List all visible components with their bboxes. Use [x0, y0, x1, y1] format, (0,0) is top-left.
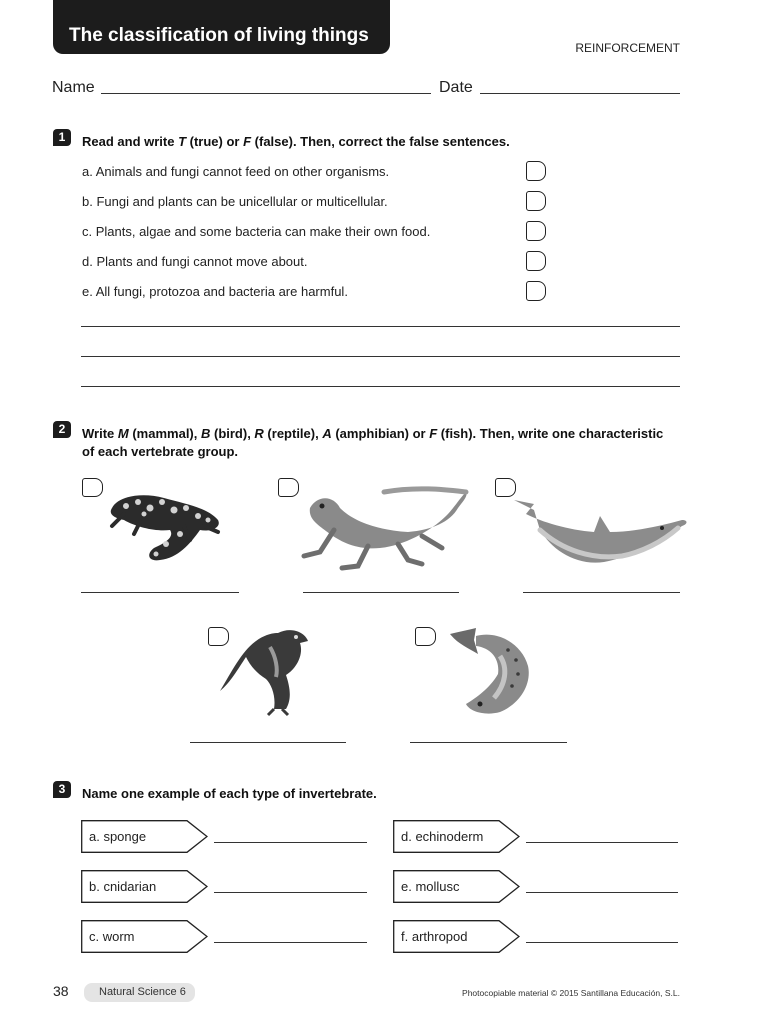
invertebrate-label: a. sponge [89, 829, 147, 844]
salamander-illustration [104, 486, 228, 570]
statement: d. Plants and fungi cannot move about. [82, 254, 308, 269]
activity1-instruction: Read and write T (true) or F (false). Then, correct the false sentences. [82, 134, 510, 149]
book-title: Natural Science 6 [99, 986, 186, 998]
activity-number-badge: 3 [53, 781, 71, 798]
answer-line[interactable] [214, 942, 367, 943]
activity-number-badge: 1 [53, 129, 71, 146]
answer-line[interactable] [190, 742, 346, 743]
page-number: 38 [53, 983, 69, 999]
invertebrate-label: d. echinoderm [401, 829, 484, 844]
invertebrate-label: b. cnidarian [89, 879, 157, 894]
activity-number-badge: 2 [53, 421, 71, 438]
section-tag: REINFORCEMENT [575, 41, 680, 55]
name-label: Name [52, 79, 95, 96]
title-tab [53, 0, 390, 54]
answer-line[interactable] [303, 592, 459, 593]
answer-box[interactable] [526, 221, 546, 241]
answer-box[interactable] [526, 251, 546, 271]
name-field[interactable] [101, 93, 431, 94]
dolphin-illustration [512, 494, 690, 570]
lizard-illustration [298, 486, 470, 572]
answer-box[interactable] [278, 478, 299, 497]
invertebrate-label: e. mollusc [401, 879, 460, 894]
page-title: The classification of living things [69, 25, 369, 46]
answer-box[interactable] [415, 627, 436, 646]
copyright-notice: Photocopiable material © 2015 Santillana Educación, S.L. [462, 988, 680, 998]
invertebrate-label: c. worm [89, 929, 135, 944]
date-label: Date [439, 79, 473, 96]
answer-line[interactable] [526, 942, 678, 943]
answer-line[interactable] [81, 326, 680, 327]
answer-line[interactable] [81, 386, 680, 387]
answer-box[interactable] [526, 191, 546, 211]
answer-box[interactable] [82, 478, 103, 497]
answer-box[interactable] [526, 281, 546, 301]
trout-illustration [446, 626, 536, 718]
answer-line[interactable] [410, 742, 567, 743]
answer-line[interactable] [214, 842, 367, 843]
answer-line[interactable] [526, 892, 678, 893]
activity3-instruction: Name one example of each type of invertebrate. [82, 786, 377, 801]
date-field[interactable] [480, 93, 680, 94]
answer-box[interactable] [526, 161, 546, 181]
statement: c. Plants, algae and some bacteria can make their own food. [82, 224, 431, 239]
statement: b. Fungi and plants can be unicellular or multicellular. [82, 194, 388, 209]
invertebrate-label: f. arthropod [401, 929, 468, 944]
name-date-row [52, 79, 680, 99]
activity2-instruction: Write M (mammal), B (bird), R (reptile), A (amphibian) or F (fish). Then, write one characteristic of each vertebrate group. [82, 426, 664, 459]
answer-line[interactable] [81, 356, 680, 357]
hawk-illustration [216, 625, 314, 717]
book-title-pill [84, 983, 195, 1002]
statement: a. Animals and fungi cannot feed on other organisms. [82, 164, 390, 179]
answer-line[interactable] [214, 892, 367, 893]
answer-line[interactable] [523, 592, 680, 593]
answer-line[interactable] [81, 592, 239, 593]
statement: e. All fungi, protozoa and bacteria are harmful. [82, 284, 348, 299]
answer-line[interactable] [526, 842, 678, 843]
